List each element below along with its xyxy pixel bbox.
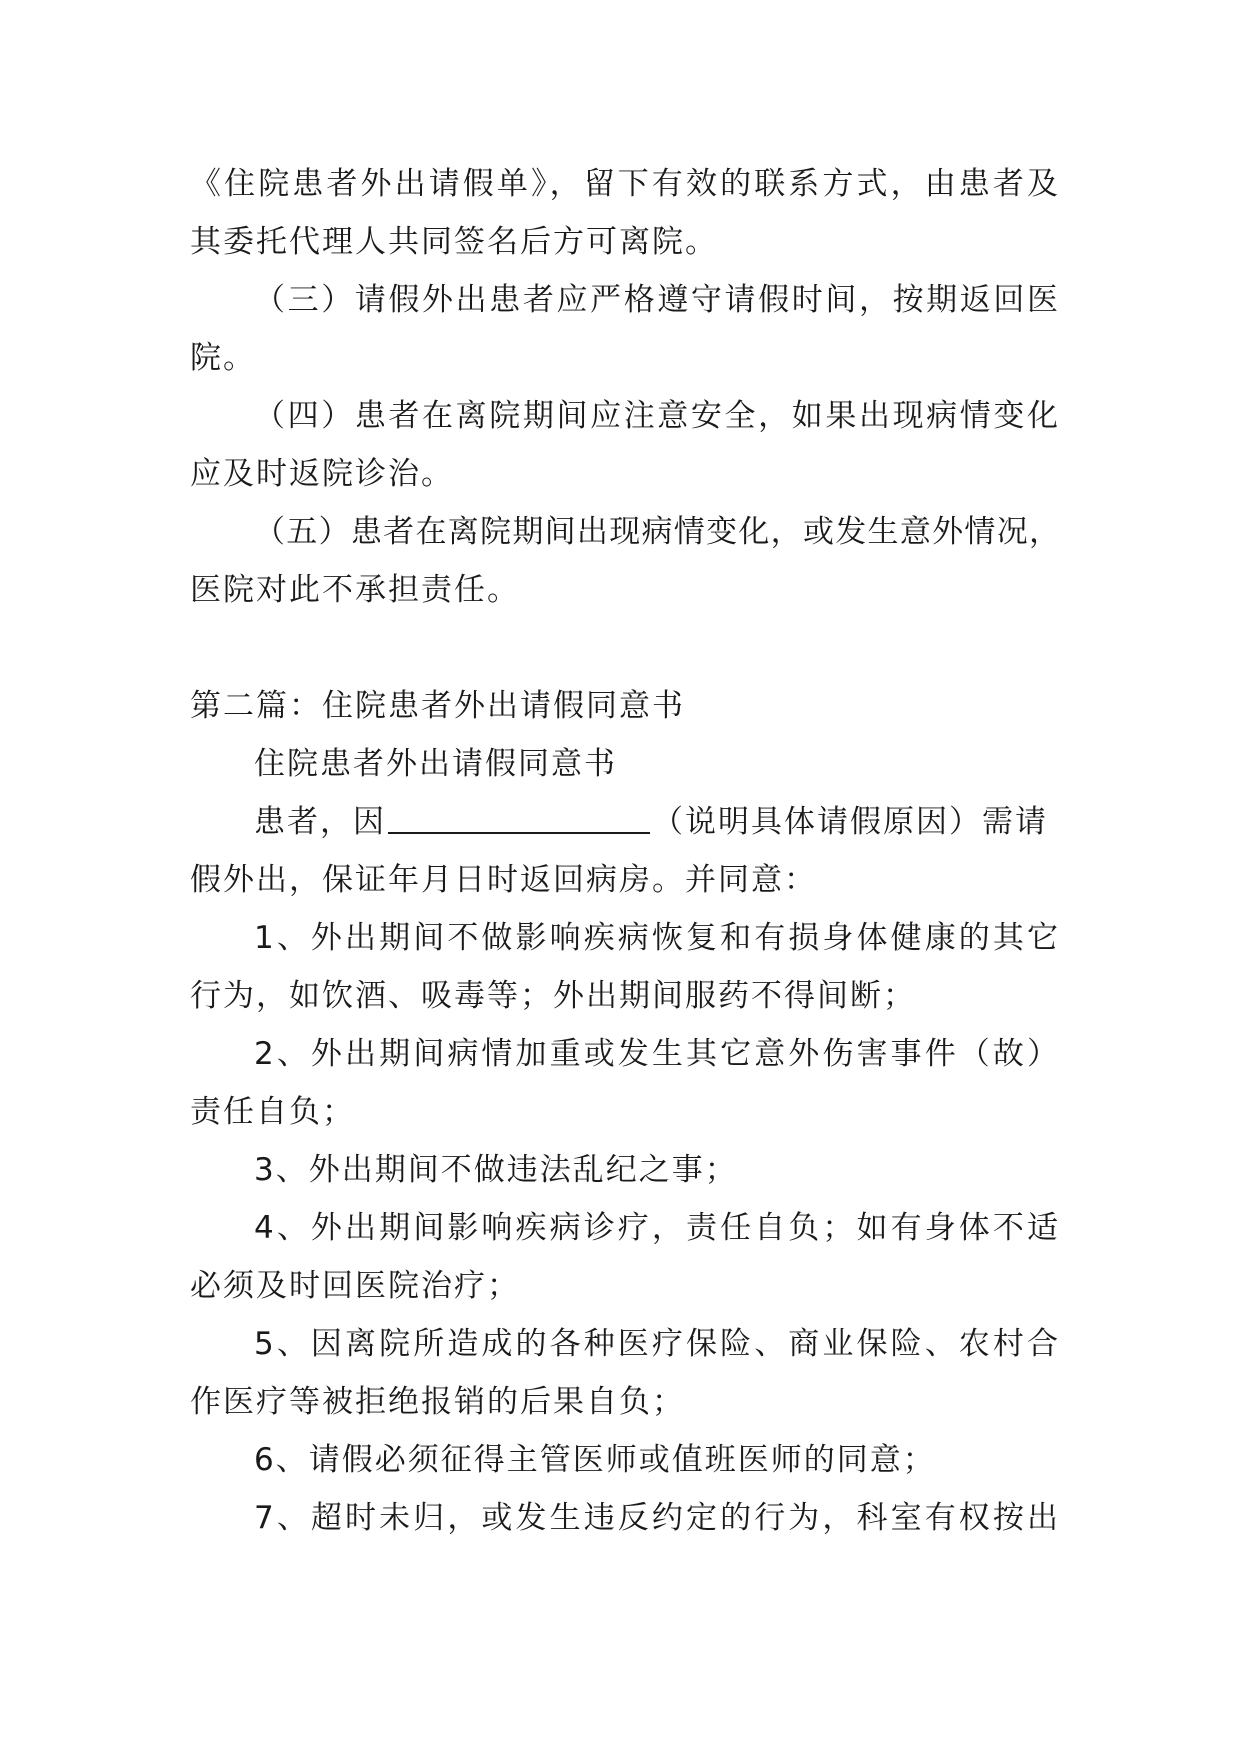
item-5-line: 5、因离院所造成的各种医疗保险、商业保险、农村合 [254, 1326, 1060, 1362]
item-4-line: 必须及时回医院治疗； [190, 1268, 520, 1304]
item-4-line: 4、外出期间影响疾病诊疗，责任自负；如有身体不适 [254, 1210, 1060, 1246]
intro-suffix: （说明具体请假原因）需请 [652, 804, 1048, 840]
intro-line [254, 802, 1060, 842]
item-7-line: 7、超时未归，或发生违反约定的行为，科室有权按出 [254, 1500, 1060, 1536]
clause-4-line: 应及时返院诊治。 [190, 456, 454, 492]
item-3-line: 3、外出期间不做违法乱纪之事； [254, 1152, 738, 1188]
document-subtitle: 住院患者外出请假同意书 [254, 746, 617, 782]
item-1-line: 1、外出期间不做影响疾病恢复和有损身体健康的其它 [254, 920, 1060, 956]
item-1-line: 行为，如饮酒、吸毒等；外出期间服药不得间断； [190, 978, 916, 1014]
section-heading: 第二篇：住院患者外出请假同意书 [190, 688, 685, 724]
clause-5-line: （五）患者在离院期间出现病情变化，或发生意外情况， [254, 514, 1060, 550]
paragraph-line: 其委托代理人共同签名后方可离院。 [190, 224, 718, 260]
item-2-line: 2、外出期间病情加重或发生其它意外伤害事件（故） [254, 1036, 1060, 1072]
paragraph-line: 《住院患者外出请假单》，留下有效的联系方式，由患者及 [190, 166, 1060, 202]
item-5-line: 作医疗等被拒绝报销的后果自负； [190, 1384, 685, 1420]
clause-5-line: 医院对此不承担责任。 [190, 572, 520, 608]
item-6-line: 6、请假必须征得主管医师或值班医师的同意； [254, 1442, 936, 1478]
clause-3-line: （三）请假外出患者应严格遵守请假时间，按期返回医 [254, 282, 1060, 318]
clause-3-line: 院。 [190, 340, 256, 376]
item-2-line: 责任自负； [190, 1094, 355, 1130]
intro-prefix: 患者，因 [254, 804, 386, 840]
intro-line-2: 假外出，保证年月日时返回病房。并同意： [190, 862, 817, 898]
reason-blank-field[interactable] [388, 802, 650, 834]
clause-4-line: （四）患者在离院期间应注意安全，如果出现病情变化 [254, 398, 1060, 434]
